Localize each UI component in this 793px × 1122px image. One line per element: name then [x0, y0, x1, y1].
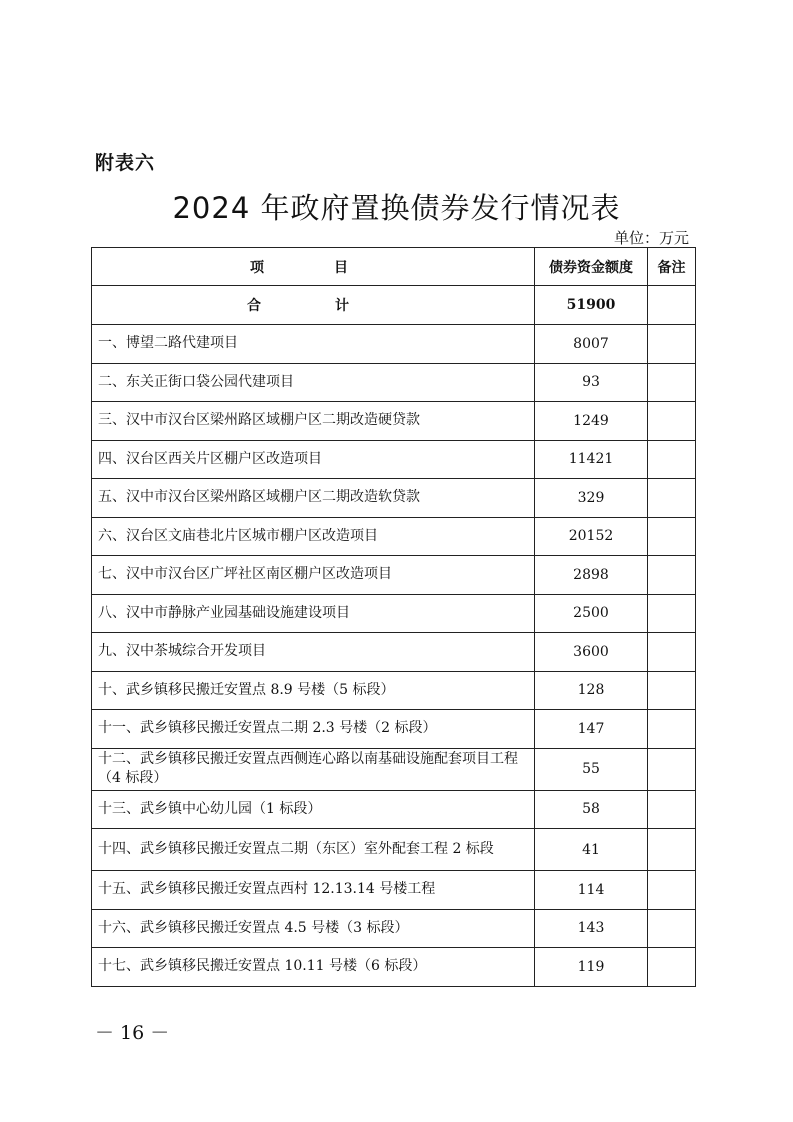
table-row: [92, 829, 696, 871]
appendix-label: 附表六: [95, 152, 156, 174]
unit-label: 单位：万元: [613, 229, 689, 247]
note-cell: [648, 790, 696, 829]
project-cell: 一、博望二路代建项目: [92, 325, 535, 364]
project-cell: 八、汉中市静脉产业园基础设施建设项目: [92, 594, 535, 633]
table-row: [92, 748, 696, 790]
amount-cell: 41: [535, 829, 648, 871]
note-cell: [648, 556, 696, 595]
note-cell: [648, 479, 696, 518]
project-cell: 九、汉中茶城综合开发项目: [92, 633, 535, 672]
table-row: [92, 363, 696, 402]
amount-cell: 143: [535, 909, 648, 948]
project-cell: 十一、武乡镇移民搬迁安置点二期 2.3 号楼（2 标段）: [92, 710, 535, 749]
amount-cell: 128: [535, 671, 648, 710]
table-row: [92, 556, 696, 595]
project-cell: 二、东关正街口袋公园代建项目: [92, 363, 535, 402]
amount-cell: 58: [535, 790, 648, 829]
header-note: 备注: [648, 248, 696, 286]
amount-cell: 147: [535, 710, 648, 749]
amount-cell: 55: [535, 748, 648, 790]
note-cell: [648, 871, 696, 910]
amount-cell: 119: [535, 948, 648, 987]
table-row: [92, 440, 696, 479]
note-cell: [648, 710, 696, 749]
table-row: [92, 594, 696, 633]
note-cell: [648, 363, 696, 402]
total-label: 合 计: [92, 286, 535, 325]
note-cell: [648, 325, 696, 364]
header-amount: 债券资金额度: [535, 248, 648, 286]
note-cell: [648, 829, 696, 871]
note-cell: [648, 948, 696, 987]
project-cell: 三、汉中市汉台区梁州路区域棚户区二期改造硬贷款: [92, 402, 535, 441]
amount-cell: 329: [535, 479, 648, 518]
note-cell: [648, 633, 696, 672]
note-cell: [648, 909, 696, 948]
amount-cell: 11421: [535, 440, 648, 479]
project-cell: 十四、武乡镇移民搬迁安置点二期（东区）室外配套工程 2 标段: [92, 829, 535, 871]
note-cell: [648, 748, 696, 790]
note-cell: [648, 402, 696, 441]
project-cell: 十三、武乡镇中心幼儿园（1 标段）: [92, 790, 535, 829]
table-row: [92, 948, 696, 987]
table-row: [92, 517, 696, 556]
amount-cell: 20152: [535, 517, 648, 556]
page-number: － 16 －: [95, 1022, 170, 1044]
table-row: [92, 790, 696, 829]
project-cell: 七、汉中市汉台区广坪社区南区棚户区改造项目: [92, 556, 535, 595]
project-cell: 十七、武乡镇移民搬迁安置点 10.11 号楼（6 标段）: [92, 948, 535, 987]
table-row: [92, 479, 696, 518]
table-row: [92, 871, 696, 910]
table-header-row: [92, 248, 696, 286]
total-row: [92, 286, 696, 325]
project-cell: 十六、武乡镇移民搬迁安置点 4.5 号楼（3 标段）: [92, 909, 535, 948]
table-row: [92, 325, 696, 364]
page-title: 2024 年政府置换债券发行情况表: [172, 191, 621, 225]
amount-cell: 2500: [535, 594, 648, 633]
note-cell: [648, 440, 696, 479]
project-cell: 五、汉中市汉台区梁州路区域棚户区二期改造软贷款: [92, 479, 535, 518]
table-row: [92, 633, 696, 672]
amount-cell: 8007: [535, 325, 648, 364]
table-row: [92, 710, 696, 749]
amount-cell: 1249: [535, 402, 648, 441]
amount-cell: 2898: [535, 556, 648, 595]
table-row: [92, 909, 696, 948]
note-cell: [648, 594, 696, 633]
header-project: 项 目: [92, 248, 535, 286]
project-cell: 十二、武乡镇移民搬迁安置点西侧连心路以南基础设施配套项目工程（4 标段）: [92, 748, 535, 790]
bond-table: [91, 247, 696, 987]
note-cell: [648, 517, 696, 556]
amount-cell: 114: [535, 871, 648, 910]
table-row: [92, 671, 696, 710]
table-row: [92, 402, 696, 441]
project-cell: 六、汉台区文庙巷北片区城市棚户区改造项目: [92, 517, 535, 556]
project-cell: 四、汉台区西关片区棚户区改造项目: [92, 440, 535, 479]
amount-cell: 3600: [535, 633, 648, 672]
total-amount: 51900: [535, 286, 648, 325]
project-cell: 十五、武乡镇移民搬迁安置点西村 12.13.14 号楼工程: [92, 871, 535, 910]
total-note: [648, 286, 696, 325]
note-cell: [648, 671, 696, 710]
project-cell: 十、武乡镇移民搬迁安置点 8.9 号楼（5 标段）: [92, 671, 535, 710]
amount-cell: 93: [535, 363, 648, 402]
